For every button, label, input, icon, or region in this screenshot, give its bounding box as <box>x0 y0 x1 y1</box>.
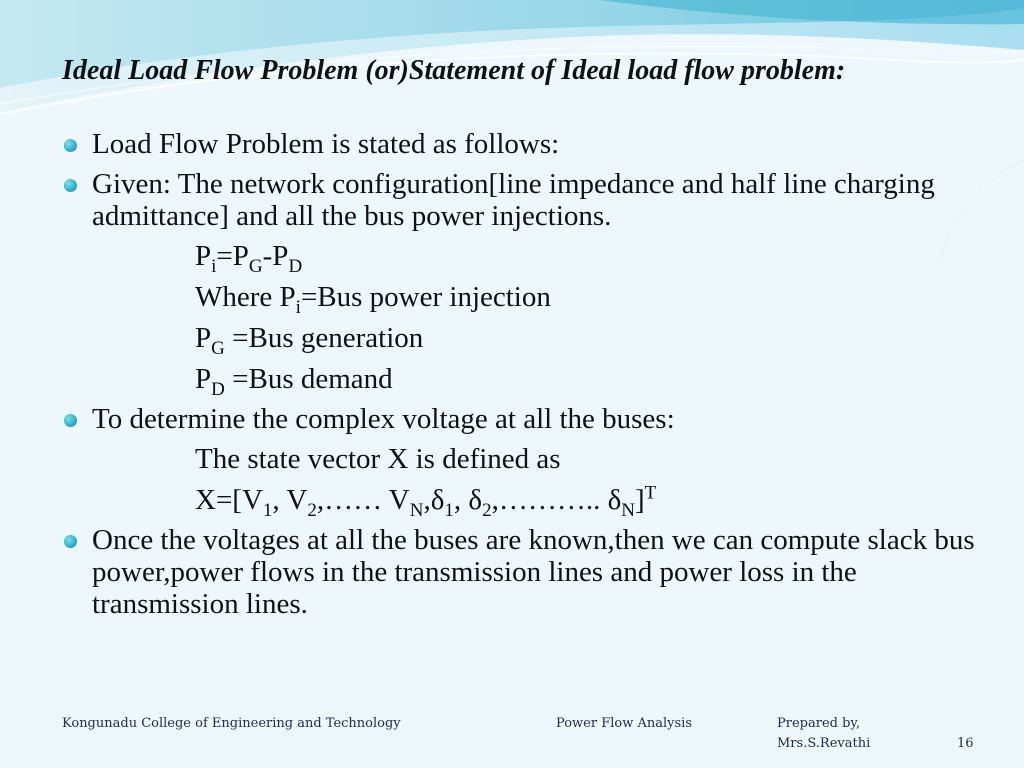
equation-block <box>92 240 982 400</box>
bullet-dot-icon <box>64 414 77 427</box>
definition-pg: $P_G =Bus$ generation <box>195 322 424 359</box>
slide-content <box>62 128 982 628</box>
equation-block <box>92 443 982 521</box>
page-number: 16 <box>957 736 974 751</box>
bullet-dot-icon <box>64 139 77 152</box>
footer-prepared-by <box>777 714 870 754</box>
bullet-text: Once the voltages at all the buses are known,then we can compute slack bus power,power flows in the transmission lines and power loss in the transmission lines. <box>92 524 975 620</box>
bullet-item <box>62 128 982 160</box>
footer-subject: Power Flow Analysis <box>556 716 692 731</box>
bullet-dot-icon <box>64 179 77 192</box>
bullet-text: Given: The network configuration[line impedance and half line charging admittance] and all the bus power injections. <box>92 168 935 232</box>
bullet-text: To determine the complex voltage at all the buses: <box>92 403 675 435</box>
slide-title: Ideal Load Flow Problem (or)Statement of Ideal load flow problem: <box>62 55 846 86</box>
equation-power-injection: $P_i=P_G-P_D$ <box>195 240 303 277</box>
author-name: Mrs.S.Revathi <box>777 736 871 751</box>
prepared-by-label: Prepared by, <box>777 716 861 731</box>
bullet-item <box>62 403 982 521</box>
bullet-item <box>62 524 982 620</box>
footer-college: Kongunadu College of Engineering and Technology <box>62 716 401 731</box>
state-vector-text: The state vector X is defined as <box>195 443 561 475</box>
definition-pi: Where $P_i=Bus$ power injection <box>195 281 551 318</box>
definition-pd: $P_D =Bus$ demand <box>195 363 393 400</box>
state-vector-equation: $X=[V_1$, $V_2,\dots\dots$ $V_N,\delta_1$, $\delta_2,\dots\dots\dots$.. $\delta_N]^T$ <box>195 482 657 521</box>
bullet-item <box>62 168 982 400</box>
bullet-text: Load Flow Problem is stated as follows: <box>92 128 560 160</box>
bullet-dot-icon <box>64 535 77 548</box>
